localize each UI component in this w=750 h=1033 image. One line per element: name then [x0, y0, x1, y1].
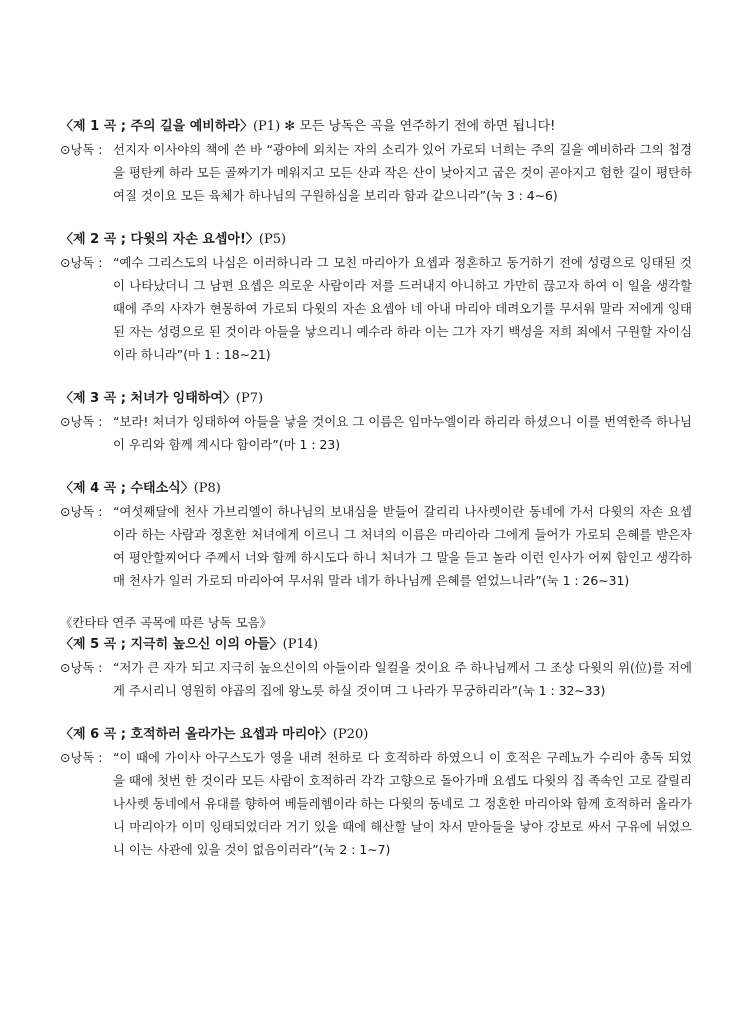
reading [60, 138, 692, 207]
document-page [60, 116, 692, 883]
page-reference: (P20) [332, 727, 369, 742]
section-title: 〈제 2 곡 ; 다윗의 자손 요셉아!〉 [60, 232, 259, 247]
reading-label: ⊙낭독 : [60, 255, 103, 270]
section-1 [60, 116, 692, 207]
section-heading [60, 116, 692, 138]
reading [60, 500, 692, 592]
reading [60, 656, 692, 702]
section-heading [60, 724, 692, 746]
collection-title: 《칸타타 연주 곡목에 따른 낭독 모음》 [60, 615, 273, 630]
page-reference: (P5) [258, 232, 287, 247]
page-reference: (P8) [193, 481, 221, 496]
section-2 [60, 229, 692, 366]
section-5 [60, 634, 692, 702]
section-title: 〈제 5 곡 ; 지극히 높으신 이의 아들〉 [60, 637, 283, 652]
section-heading [60, 388, 692, 410]
page-reference: (P7) [235, 391, 264, 406]
reading-text: 선지자 이사야의 책에 쓴 바 “광야에 외치는 자의 소리가 있어 가로되 너희는 주의 길을 예비하라 그의 첩경을 평탄케 하라 모든 골짜기가 메워지고 모든 산과 작은 산이 낮아지고 굽은 것이 곧아지고 험한 길이 평탄하여질 것이요 모든 육체가 하나님의 구원하심을 보리라 함과 같으니라”(눅 3 : 4∼6) [113, 142, 692, 203]
reading-label: ⊙낭독 : [60, 142, 103, 157]
reading-note: ✻ 모든 낭독은 곡을 연주하기 전에 하면 됩니다! [280, 119, 556, 134]
section-heading [60, 478, 692, 500]
page-reference: (P14) [282, 637, 319, 652]
reading-label: ⊙낭독 : [60, 660, 103, 675]
section-title: 〈제 3 곡 ; 처녀가 잉태하여〉 [60, 391, 236, 406]
reading-text: “저가 큰 자가 되고 지극히 높으신이의 아들이라 일컬을 것이요 주 하나님께서 그 조상 다윗의 위(位)를 저에게 주시리니 영원히 야곱의 집에 왕노릇 하실 것이며 그 나라가 무궁하리라”(눅 1 : 32∼33) [113, 660, 692, 698]
reading [60, 251, 692, 366]
section-6 [60, 724, 692, 861]
reading-text: “예수 그리스도의 나심은 이러하니라 그 모친 마리아가 요셉과 정혼하고 동거하기 전에 성령으로 잉태된 것이 나타났더니 그 남편 요셉은 의로운 사람이라 저를 드러내지 아니하고 가만히 끊고자 하여 이 일을 생각할 때에 주의 사자가 현몽하여 가로되 다윗의 자손 요셉아 네 아내 마리아 데려오기를 무서워 말라 저에게 잉태된 자는 성령으로 된 것이라 아들을 낳으리니 예수라 하라 이는 그가 자기 백성을 저희 죄에서 구원할 자이심이라 하니라”(마 1 : 18∼21) [113, 255, 692, 362]
reading-text: “보라! 처녀가 잉태하여 아들을 낳을 것이요 그 이름은 임마누엘이라 하리라 하셨으니 이를 번역한즉 하나님이 우리와 함께 계시다 함이라”(마 1 : 23) [113, 414, 692, 452]
section-heading [60, 634, 692, 656]
section-title: 〈제 6 곡 ; 호적하러 올라가는 요셉과 마리아〉 [60, 727, 333, 742]
section-heading [60, 229, 692, 251]
reading [60, 410, 692, 456]
page-reference: (P1) [252, 119, 281, 134]
section-3 [60, 388, 692, 456]
reading-text: “여섯째달에 천사 가브리엘이 하나님의 보내심을 받들어 갈리리 나사렛이란 동네에 가서 다윗의 자손 요셉이라 하는 사람과 정혼한 처녀에게 이르니 그 처녀의 이름은 마리아라 그에게 들어가 가로되 은혜를 받은자여 평안할찌어다 주께서 너와 함께 하시도다 하니 처녀가 그 말을 듣고 놀라 이런 인사가 어찌 함인고 생각하매 천사가 일러 가로되 마리아여 무서워 말라 네가 하나님께 은혜를 얻었느니라”(눅 1 : 26∼31) [113, 504, 692, 588]
reading-label: ⊙낭독 : [60, 414, 103, 429]
section-title: 〈제 1 곡 ; 주의 길을 예비하라〉 [60, 119, 253, 134]
section-title: 〈제 4 곡 ; 수태소식〉 [60, 481, 194, 496]
reading [60, 746, 692, 861]
reading-label: ⊙낭독 : [60, 504, 103, 519]
reading-label: ⊙낭독 : [60, 750, 103, 765]
section-4 [60, 478, 692, 592]
reading-text: “이 때에 가이사 아구스도가 영을 내려 천하로 다 호적하라 하였으니 이 호적은 구레뇨가 수리아 총독 되었을 때에 첫번 한 것이라 모든 사람이 호적하러 각각 고향으로 돌아가매 요셉도 다윗의 집 족속인 고로 갈릴리 나사렛 동네에서 유대를 향하여 베들레헴이라 하는 다윗의 동네로 그 정혼한 마리아와 함께 호적하러 올라가니 마리아가 이미 잉태되었더라 거기 있을 때에 해산할 날이 차서 맏아들을 낳아 강보로 싸서 구유에 뉘었으니 이는 사관에 있을 것이 없음이러라”(눅 2 : 1∼7) [113, 750, 692, 857]
